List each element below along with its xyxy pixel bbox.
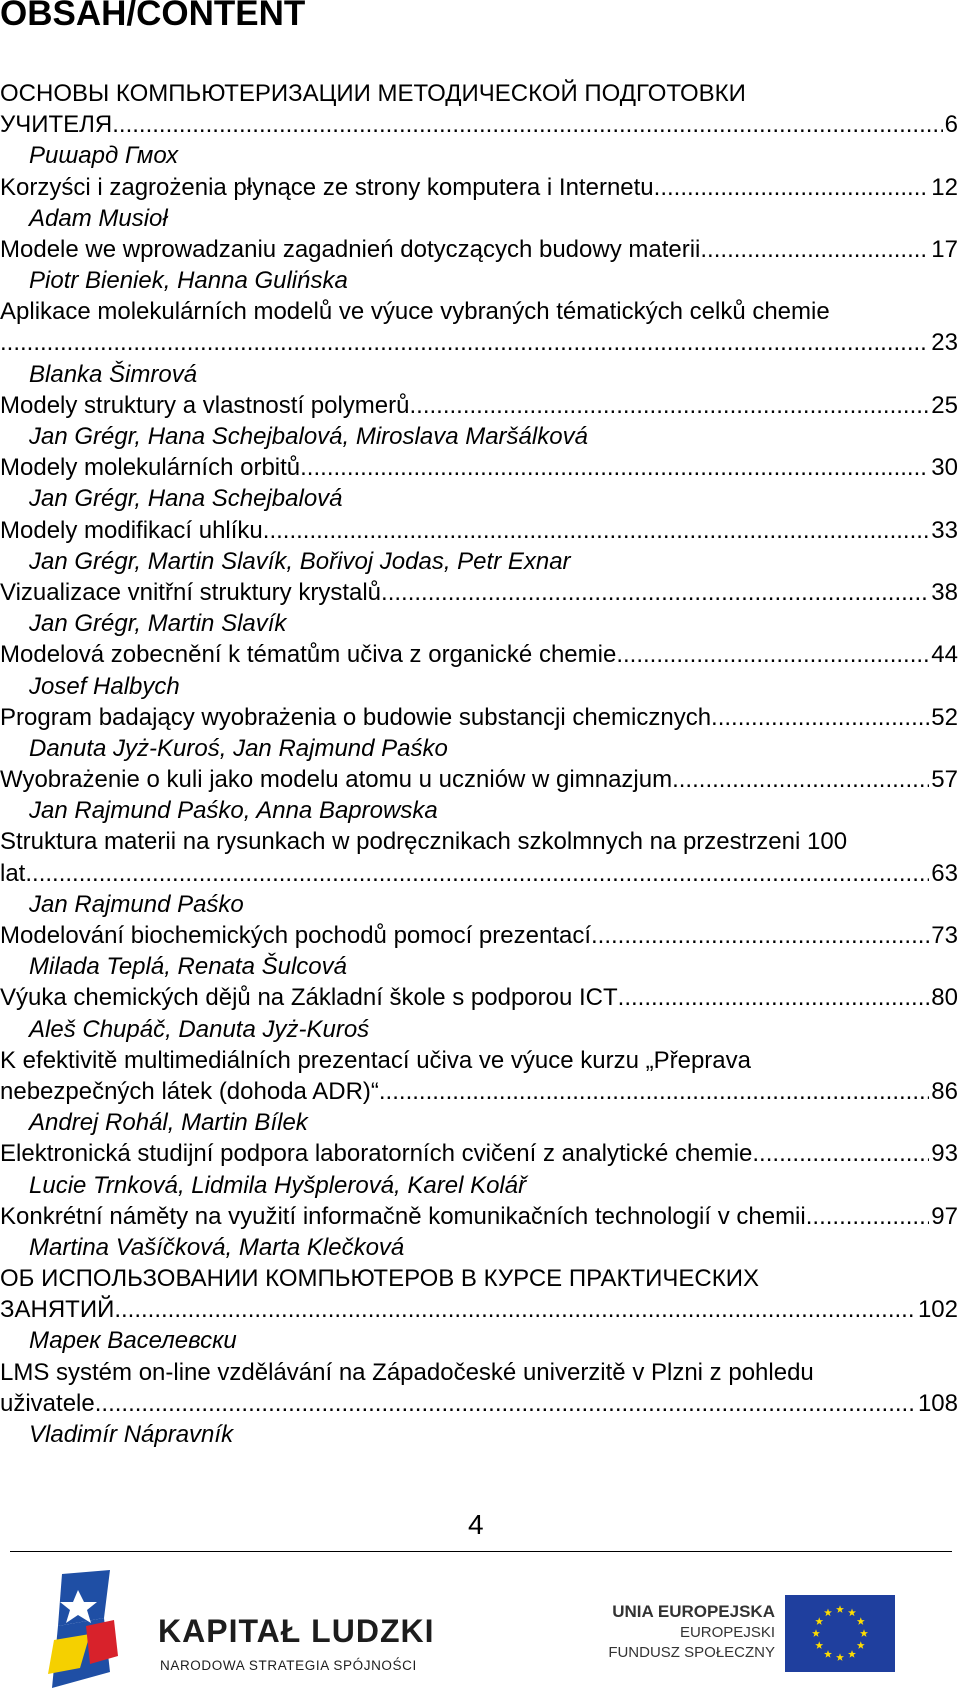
toc-author: Adam Musioł bbox=[29, 204, 168, 232]
toc-page-number: 25 bbox=[931, 391, 958, 419]
dot-leader bbox=[752, 1138, 929, 1169]
toc-title-line: K efektivitě multimediálních prezentací učiva ve výuce kurzu „Přeprava bbox=[0, 1046, 751, 1074]
toc-page-number: 80 bbox=[931, 984, 958, 1012]
toc-entry-title: Modely struktury a vlastností polymerů bbox=[0, 391, 410, 419]
toc-page-number: 52 bbox=[931, 703, 958, 731]
table-of-contents bbox=[0, 78, 958, 1450]
toc-page-number: 12 bbox=[931, 173, 958, 201]
toc-author: Jan Grégr, Hana Schejbalová bbox=[29, 485, 343, 513]
toc-page-number: 108 bbox=[917, 1389, 958, 1417]
toc-title-line: ОБ ИСПОЛЬЗОВАНИИ КОМПЬЮТЕРОВ В КУРСЕ ПРАКТИЧЕСКИХ bbox=[0, 1265, 759, 1293]
toc-entry-title: lat bbox=[0, 859, 26, 887]
eu-line-2: EUROPEJSKI bbox=[679, 1624, 775, 1641]
toc-title-line: LMS systém on-line vzdělávání na Západočeské univerzitě v Plzni z pohledu bbox=[0, 1358, 814, 1386]
toc-entry-title: Výuka chemických dějů na Základní škole s podporou ICT bbox=[0, 984, 618, 1012]
toc-entry bbox=[0, 639, 958, 670]
toc-entry bbox=[0, 1388, 958, 1419]
eu-title: UNIA EUROPEJSKA bbox=[612, 1602, 775, 1621]
toc-entry-title: Modely molekulárních orbitů bbox=[0, 454, 301, 482]
toc-entry bbox=[0, 858, 958, 889]
dot-leader bbox=[410, 390, 930, 421]
toc-entry-title: nebezpečných látek (dohoda ADR)“ bbox=[0, 1077, 379, 1105]
dot-leader bbox=[700, 234, 929, 265]
eu-fund-logo bbox=[585, 1595, 895, 1695]
toc-entry bbox=[0, 452, 958, 483]
dot-leader bbox=[711, 702, 929, 733]
toc-page-number: 23 bbox=[931, 329, 958, 357]
toc-entry bbox=[0, 1076, 958, 1107]
toc-author: Josef Halbych bbox=[29, 672, 180, 700]
dot-leader bbox=[263, 515, 930, 546]
toc-entry bbox=[0, 702, 958, 733]
dot-leader bbox=[25, 858, 929, 889]
toc-title-line: Aplikace molekulárních modelů ve výuce vybraných tématických celků chemie bbox=[0, 298, 830, 326]
toc-author: Milada Teplá, Renata Šulcová bbox=[29, 953, 347, 981]
toc-entry-title: Korzyści i zagrożenia płynące ze strony komputera i Internetu bbox=[0, 173, 654, 201]
kapital-ludzki-logo bbox=[40, 1568, 460, 1693]
toc-title-line: Struktura materii na rysunkach w podręcznikach szkolmnych na przestrzeni 100 bbox=[0, 828, 848, 856]
toc-author: Jan Rajmund Paśko bbox=[29, 890, 244, 918]
toc-entry bbox=[0, 982, 958, 1013]
toc-author: Andrej Rohál, Martin Bílek bbox=[29, 1109, 308, 1137]
eu-line-3: FUNDUSZ SPOŁECZNY bbox=[608, 1644, 775, 1661]
toc-author: Aleš Chupáč, Danuta Jyż-Kuroś bbox=[29, 1015, 370, 1043]
dot-leader bbox=[0, 328, 929, 359]
toc-entry-title: Modelová zobecnění k tématům učiva z organické chemie bbox=[0, 641, 617, 669]
toc-entry-title: Elektronická studijní podpora laboratorních cvičení z analytické chemie bbox=[0, 1140, 753, 1168]
toc-entry bbox=[0, 1138, 958, 1169]
toc-entry bbox=[0, 577, 958, 608]
toc-entry bbox=[0, 109, 958, 140]
toc-page-number: 93 bbox=[931, 1140, 958, 1168]
dot-leader bbox=[112, 109, 942, 140]
toc-entry-title: Konkrétní náměty na využití informačně komunikačních technologií v chemii bbox=[0, 1202, 806, 1230]
dot-leader bbox=[679, 764, 930, 795]
eu-flag-icon bbox=[785, 1595, 895, 1672]
dot-leader bbox=[379, 1076, 929, 1107]
toc-author: Lucie Trnková, Lidmila Hyšplerová, Karel Kolář bbox=[29, 1171, 527, 1199]
dot-leader bbox=[591, 920, 929, 951]
toc-entry-title: Modelování biochemických pochodů pomocí prezentací bbox=[0, 922, 591, 950]
toc-entry-title: uživatele bbox=[0, 1389, 95, 1417]
toc-author: Martina Vašíčková, Marta Klečková bbox=[29, 1233, 405, 1261]
dot-leader bbox=[95, 1388, 916, 1419]
toc-author: Danuta Jyż-Kuroś, Jan Rajmund Paśko bbox=[29, 734, 448, 762]
page-number: 4 bbox=[468, 1509, 484, 1540]
toc-entry-title: Wyobrażenie o kuli jako modelu atomu u uczniów w gimnazjum. bbox=[0, 766, 679, 794]
toc-page-number: 17 bbox=[931, 235, 958, 263]
toc-page-number: 86 bbox=[931, 1077, 958, 1105]
dot-leader bbox=[300, 452, 929, 483]
page-title: OBSAH/CONTENT bbox=[0, 0, 306, 33]
dot-leader bbox=[114, 1294, 916, 1325]
toc-entry bbox=[0, 764, 958, 795]
toc-author: Jan Grégr, Martin Slavík, Bořivoj Jodas, Petr Exnar bbox=[29, 547, 571, 575]
kapital-ludzki-subtitle: NARODOWA STRATEGIA SPÓJNOŚCI bbox=[160, 1658, 417, 1673]
dot-leader bbox=[616, 639, 929, 670]
kapital-ludzki-emblem-icon bbox=[40, 1568, 150, 1693]
toc-entry bbox=[0, 515, 958, 546]
toc-author: Vladimír Nápravník bbox=[29, 1421, 234, 1449]
toc-page-number: 102 bbox=[917, 1296, 958, 1324]
toc-page-number: 97 bbox=[931, 1202, 958, 1230]
toc-author: Blanka Šimrová bbox=[29, 360, 198, 388]
dot-leader bbox=[381, 577, 929, 608]
toc-author: Jan Grégr, Hana Schejbalová, Miroslava Maršálková bbox=[29, 423, 588, 451]
kapital-ludzki-title: KAPITAŁ LUDZKI bbox=[158, 1613, 435, 1649]
toc-entry bbox=[0, 1201, 958, 1232]
toc-entry bbox=[0, 328, 958, 359]
eu-fund-text bbox=[608, 1601, 775, 1663]
toc-entry bbox=[0, 234, 958, 265]
toc-author: Марек Васелевски bbox=[29, 1327, 237, 1355]
toc-page-number: 57 bbox=[931, 766, 958, 794]
toc-entry-title: УЧИТЕЛЯ bbox=[0, 111, 113, 139]
dot-leader bbox=[806, 1201, 930, 1232]
toc-author: Jan Rajmund Paśko, Anna Baprowska bbox=[29, 797, 438, 825]
toc-entry-title: Modely modifikací uhlíku bbox=[0, 516, 263, 544]
toc-entry-title: ЗАНЯТИЙ bbox=[0, 1296, 115, 1324]
toc-entry-title: Vizualizace vnitřní struktury krystalů bbox=[0, 578, 382, 606]
toc-page-number: 63 bbox=[931, 859, 958, 887]
toc-page-number: 38 bbox=[931, 578, 958, 606]
toc-entry-title: Program badający wyobrażenia o budowie substancji chemicznych bbox=[0, 703, 712, 731]
footer-divider bbox=[10, 1551, 952, 1552]
toc-entry-title: Modele we wprowadzaniu zagadnień dotyczących budowy materii bbox=[0, 235, 701, 263]
toc-entry bbox=[0, 172, 958, 203]
toc-entry bbox=[0, 390, 958, 421]
toc-author: Jan Grégr, Martin Slavík bbox=[29, 610, 287, 638]
toc-entry bbox=[0, 920, 958, 951]
toc-page-number: 30 bbox=[931, 454, 958, 482]
toc-page-number: 44 bbox=[931, 641, 958, 669]
toc-page-number: 73 bbox=[931, 922, 958, 950]
toc-page-number: 6 bbox=[944, 111, 958, 139]
toc-page-number: 33 bbox=[931, 516, 958, 544]
dot-leader bbox=[654, 172, 930, 203]
toc-title-line: ОСНОВЫ КОМПЬЮТЕРИЗАЦИИ МЕТОДИЧЕСКОЙ ПОДГОТОВКИ bbox=[0, 79, 746, 107]
toc-entry bbox=[0, 1294, 958, 1325]
toc-author: Ришард Гмох bbox=[29, 142, 179, 170]
dot-leader bbox=[618, 982, 930, 1013]
toc-author: Piotr Bieniek, Hanna Gulińska bbox=[29, 267, 348, 295]
